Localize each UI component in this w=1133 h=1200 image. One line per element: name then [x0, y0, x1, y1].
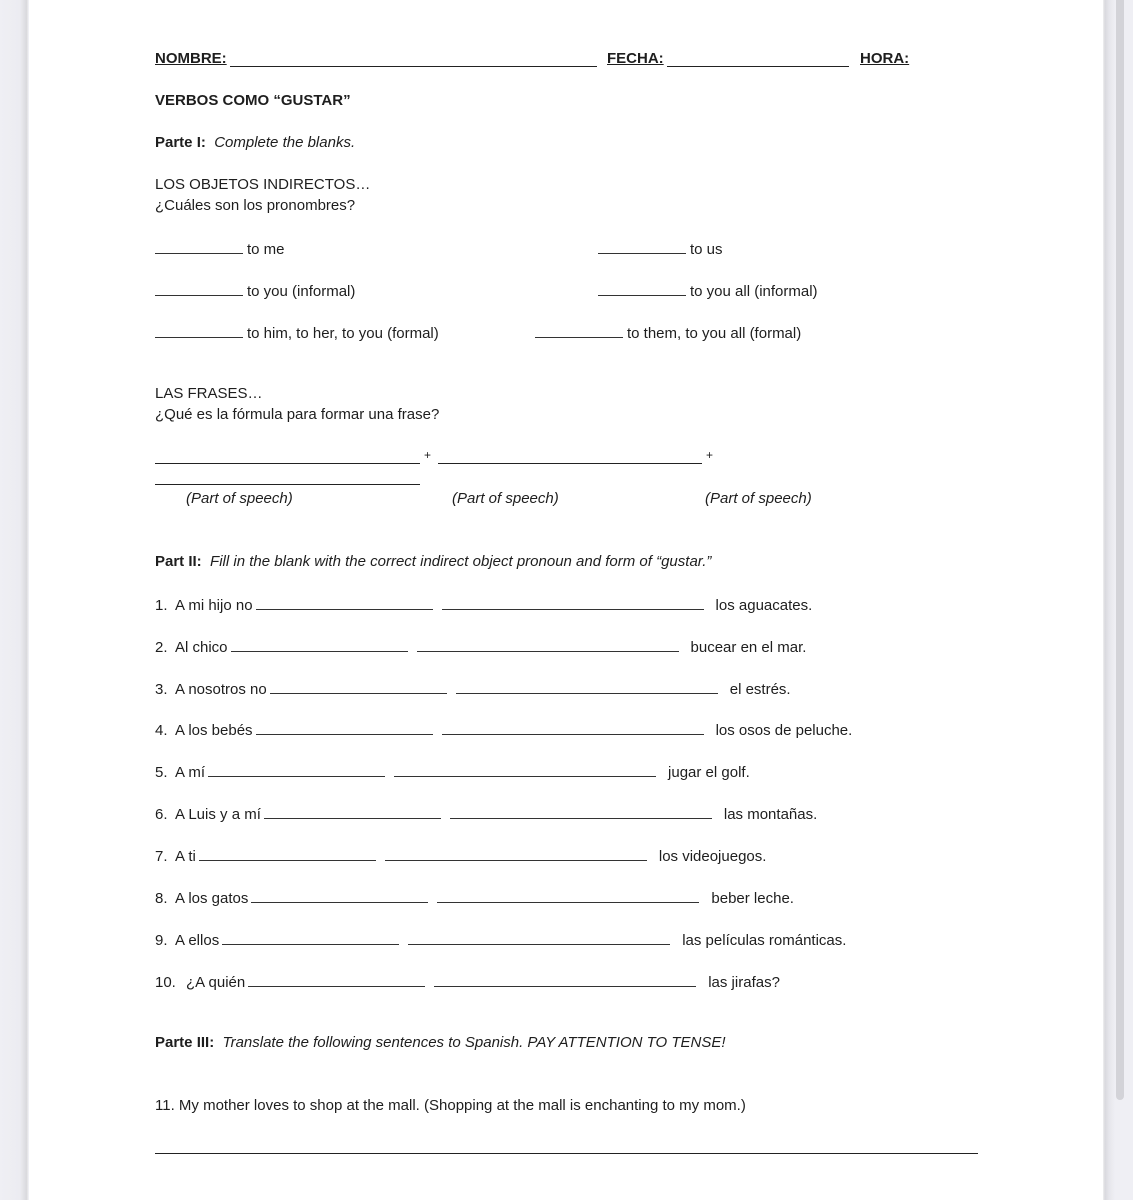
- verb-blank[interactable]: [385, 846, 647, 861]
- item-suffix: las jirafas?: [708, 974, 780, 991]
- part2-instruction: Fill in the blank with the correct indirect object pronoun and form of “gustar.”: [210, 553, 712, 570]
- item-suffix: beber leche.: [711, 890, 794, 907]
- verb-blank[interactable]: [434, 972, 696, 987]
- exercise-item: [155, 888, 794, 908]
- plus-sign: +: [706, 448, 714, 462]
- pronoun-blank[interactable]: [270, 679, 447, 694]
- pronoun-blank[interactable]: [231, 637, 408, 652]
- item-number: 9.: [155, 932, 168, 949]
- part2-label: Part II:: [155, 553, 202, 570]
- item-prefix: ¿A quién: [186, 974, 246, 991]
- pronoun-blank[interactable]: [264, 804, 441, 819]
- pronoun-blank[interactable]: [155, 239, 243, 254]
- viewer-left-margin: [0, 0, 28, 1200]
- date-field-line[interactable]: [667, 66, 849, 67]
- pronoun-blank[interactable]: [155, 323, 243, 338]
- item-number: 5.: [155, 764, 168, 781]
- part3-label: Parte III:: [155, 1034, 215, 1051]
- part3-instruction: Translate the following sentences to Spanish. PAY ATTENTION TO TENSE!: [222, 1034, 726, 1051]
- pronoun-blank[interactable]: [598, 281, 686, 296]
- worksheet-title: VERBOS COMO “GUSTAR”: [155, 92, 351, 109]
- pronoun-blank[interactable]: [248, 972, 425, 987]
- section2-question: ¿Qué es la fórmula para formar una frase?: [155, 406, 440, 423]
- part-of-speech-label: (Part of speech): [705, 490, 812, 507]
- item-prefix: A Luis y a mí: [175, 806, 261, 823]
- exercise-item: [155, 930, 846, 950]
- date-label: FECHA:: [607, 50, 664, 67]
- item-number: 2.: [155, 639, 168, 656]
- item-suffix: las montañas.: [723, 806, 818, 823]
- pronoun-blank[interactable]: [199, 846, 376, 861]
- exercise-item: [155, 637, 806, 657]
- item-suffix: los osos de peluche.: [715, 722, 853, 739]
- pronoun-row: [535, 323, 801, 343]
- item-suffix: los aguacates.: [715, 597, 813, 614]
- translation-answer-line[interactable]: [155, 1153, 978, 1154]
- item-prefix: A ellos: [175, 932, 220, 949]
- pronoun-blank[interactable]: [251, 888, 428, 903]
- item-number: 7.: [155, 848, 168, 865]
- verb-blank[interactable]: [442, 595, 704, 610]
- pronoun-blank[interactable]: [208, 762, 385, 777]
- part1-heading: [155, 134, 355, 152]
- pronoun-blank[interactable]: [222, 930, 399, 945]
- pronoun-meaning: to you all (informal): [690, 283, 818, 300]
- formula-blank-1[interactable]: [155, 463, 420, 464]
- item-number: 4.: [155, 722, 168, 739]
- section2-title: LAS FRASES…: [155, 385, 263, 402]
- pronoun-meaning: to us: [690, 241, 723, 258]
- item-number: 8.: [155, 890, 168, 907]
- verb-blank[interactable]: [408, 930, 670, 945]
- item-prefix: Al chico: [175, 639, 228, 656]
- verb-blank[interactable]: [450, 804, 712, 819]
- pronoun-meaning: to him, to her, to you (formal): [247, 325, 439, 342]
- part2-heading: [155, 553, 711, 571]
- exercise-item: [155, 595, 812, 615]
- name-field-line[interactable]: [230, 66, 597, 67]
- item-number: 3.: [155, 681, 168, 698]
- verb-blank[interactable]: [394, 762, 656, 777]
- formula-blank-2[interactable]: [438, 463, 702, 464]
- pronoun-row: [598, 281, 818, 301]
- pronoun-row: [155, 323, 439, 343]
- item-number: 1.: [155, 597, 168, 614]
- pronoun-blank[interactable]: [535, 323, 623, 338]
- part-of-speech-label: (Part of speech): [452, 490, 559, 507]
- item-prefix: A los bebés: [175, 722, 253, 739]
- part1-instruction: Complete the blanks.: [214, 134, 356, 151]
- pronoun-blank[interactable]: [256, 720, 433, 735]
- exercise-item: [155, 972, 780, 992]
- part1-label: Parte I:: [155, 134, 206, 151]
- time-label: HORA:: [860, 50, 910, 67]
- item-prefix: A los gatos: [175, 890, 249, 907]
- exercise-item: [155, 846, 766, 866]
- item-suffix: bucear en el mar.: [690, 639, 807, 656]
- pronoun-meaning: to you (informal): [247, 283, 356, 300]
- part3-heading: [155, 1034, 726, 1052]
- exercise-item: [155, 762, 750, 782]
- verb-blank[interactable]: [437, 888, 699, 903]
- item-suffix: jugar el golf.: [668, 764, 750, 781]
- pronoun-row: [155, 281, 355, 301]
- verb-blank[interactable]: [442, 720, 704, 735]
- section1-title: LOS OBJETOS INDIRECTOS…: [155, 176, 371, 193]
- vertical-scrollbar[interactable]: [1116, 0, 1124, 1100]
- verb-blank[interactable]: [417, 637, 679, 652]
- item-prefix: A ti: [175, 848, 196, 865]
- exercise-item: [155, 720, 852, 740]
- name-label: NOMBRE:: [155, 50, 227, 67]
- item-prefix: A mí: [175, 764, 206, 781]
- pronoun-meaning: to me: [247, 241, 285, 258]
- item-suffix: los videojuegos.: [658, 848, 767, 865]
- pronoun-row: [155, 239, 285, 259]
- item-suffix: el estrés.: [729, 681, 791, 698]
- translation-item-11: 11. My mother loves to shop at the mall. (Shopping at the mall is enchanting to my mom.): [155, 1097, 746, 1114]
- pronoun-row: [598, 239, 723, 259]
- pronoun-blank[interactable]: [598, 239, 686, 254]
- formula-blank-3[interactable]: [155, 484, 420, 485]
- exercise-item: [155, 804, 817, 824]
- item-number: 10.: [155, 974, 176, 991]
- pronoun-meaning: to them, to you all (formal): [627, 325, 802, 342]
- item-prefix: A nosotros no: [175, 681, 267, 698]
- plus-sign: +: [424, 448, 432, 462]
- section1-question: ¿Cuáles son los pronombres?: [155, 197, 356, 214]
- pronoun-blank[interactable]: [155, 281, 243, 296]
- item-number: 6.: [155, 806, 168, 823]
- verb-blank[interactable]: [456, 679, 718, 694]
- item-prefix: A mi hijo no: [175, 597, 253, 614]
- exercise-item: [155, 679, 791, 699]
- part-of-speech-label: (Part of speech): [186, 490, 293, 507]
- pronoun-blank[interactable]: [256, 595, 433, 610]
- item-suffix: las películas románticas.: [682, 932, 847, 949]
